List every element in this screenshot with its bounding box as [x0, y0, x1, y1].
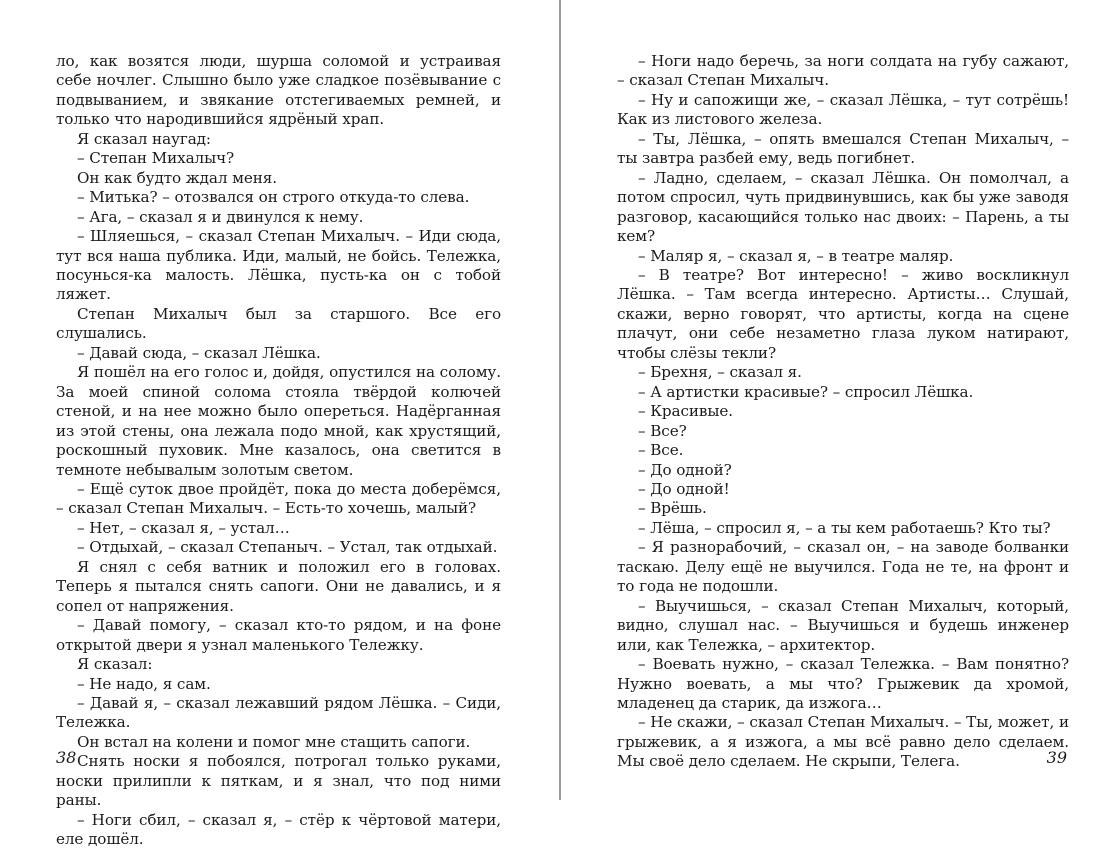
paragraph: Он как будто ждал меня. [77, 168, 277, 187]
paragraph: – Воевать нужно, – сказал Тележка. – Вам понятно? Нужно воевать, а мы что? Грыжевик да хромой, младенец да старик, да изжога… [617, 655, 1069, 712]
paragraph: – Ещё суток двое пройдёт, пока до места доберёмся, – сказал Степан Михалыч. – Есть-то хочешь, малый? [56, 479, 501, 518]
paragraph: – Маляр я, – сказал я, – в театре маляр. [638, 246, 954, 265]
paragraph: Я сказал: [77, 655, 153, 674]
paragraph: – Ну и сапожищи же, – сказал Лёшка, – тут сотрёшь! Как из листового железа. [617, 90, 1069, 129]
paragraph: – Брехня, – сказал я. [638, 363, 802, 382]
paragraph: – Врёшь. [638, 499, 707, 518]
paragraph: – Выучишься, – сказал Степан Михалыч, который, видно, слушал нас. – Выучишься и будешь инженер или, как Тележка, – архитектор. [617, 596, 1069, 654]
paragraph: – Ага, – сказал я и двинулся к нему. [77, 207, 364, 226]
paragraph: – Давай помогу, – сказал кто-то рядом, и на фоне открытой двери я узнал маленького Тележку. [56, 616, 501, 654]
paragraph: – Нет, – сказал я, – устал… [77, 518, 290, 537]
paragraph: – А артистки красивые? – спросил Лёшка. [638, 382, 974, 401]
paragraph: – Ноги надо беречь, за ноги солдата на губу сажают, – сказал Степан Михалыч. [617, 52, 1069, 90]
paragraph: – Митька? – отозвался он строго откуда-то слева. [77, 188, 470, 207]
paragraph: – Я разнорабочий, – сказал он, – на заводе болванки таскаю. Делу ещё не выучился. Года не те, на фронт и то года не подошли. [617, 538, 1069, 596]
paragraph: – Давай сюда, – сказал Лёшка. [77, 343, 321, 362]
paragraph: Он встал на колени и помог мне стащить сапоги. [77, 732, 471, 751]
paragraph: Я пошёл на его голос и, дойдя, опустился на солому. За моей спиной солома стояла твёрдой колючей стеной, и на нее можно было опереться. Надёрганная из этой стены, она лежала подо мной, как хрустящий, роскошный пуховик. Мне казалось, она светится в темноте небывалым золотым светом. [56, 363, 501, 479]
paragraph: – Ты, Лёшка, – опять вмешался Степан Михалыч, – ты завтра разбей ему, ведь погибнет. [617, 129, 1069, 168]
paragraph: – До одной? [638, 460, 732, 479]
left-page-number: 38 [56, 748, 77, 767]
paragraph: – Отдыхай, – сказал Степаныч. – Устал, так отдыхай. [77, 538, 498, 557]
left-page [0, 0, 559, 849]
paragraph: – Все? [638, 421, 687, 440]
paragraph: – В театре? Вот интересно! – живо воскликнул Лёшка. – Там всегда интересно. Артисты… Слушай, скажи, верно говорят, что артисты, когда на сцене плачут, они себе незаметно глаза луком натирают, чтобы слёзы текли? [617, 265, 1069, 362]
paragraph: – Шляешься, – сказал Степан Михалыч. – Иди сюда, тут вся наша публика. Иди, малый, не бойсь. Тележка, посунься-ка малость. Лёшка, пусть-ка он с тобой ляжет. [56, 227, 501, 304]
paragraph: – Ноги сбил, – сказал я, – стёр к чёртовой матери, еле дошёл. [56, 810, 501, 849]
paragraph: – Красивые. [638, 402, 733, 421]
paragraph: ло, как возятся люди, шурша соломой и устраивая себе ночлег. Слышно было уже сладкое позёвывание с подвыванием, и звякание отстегиваемых ремней, и только что народившийся ядрёный храп. [56, 52, 501, 129]
paragraph: – Степан Михалыч? [77, 149, 235, 168]
paragraph: Степан Михалыч был за старшого. Все его слушались. [56, 304, 501, 343]
paragraph: – До одной! [638, 479, 730, 498]
paragraph: – Не скажи, – сказал Степан Михалыч. – Ты, может, и грыжевик, а я изжога, а мы всё равно дело сделаем. Мы своё дело сделаем. Не скрыпи, Телега. [617, 713, 1069, 771]
paragraph: Я снял с себя ватник и положил его в головах. Теперь я пытался снять сапоги. Они не давались, и я сопел от напряжения. [56, 557, 501, 615]
left-page-text [56, 52, 501, 850]
right-page-text [617, 52, 1069, 772]
right-page-number: 39 [1046, 748, 1067, 767]
right-page [561, 0, 1119, 800]
paragraph: – Все. [638, 441, 684, 460]
paragraph: Я сказал наугад: [77, 129, 211, 148]
paragraph: – Лёша, – спросил я, – а ты кем работаешь? Кто ты? [638, 518, 1051, 537]
paragraph: – Не надо, я сам. [77, 674, 211, 693]
paragraph: – Давай я, – сказал лежавший рядом Лёшка. – Сиди, Тележка. [56, 693, 501, 732]
paragraph: Снять носки я побоялся, потрогал только руками, носки прилипли к пяткам, и я знал, что под ними раны. [56, 752, 501, 810]
paragraph: – Ладно, сделаем, – сказал Лёшка. Он помолчал, а потом спросил, чуть придвинувшись, как бы уже заводя разговор, касающийся только нас двоих: – Парень, а ты кем? [617, 168, 1069, 246]
